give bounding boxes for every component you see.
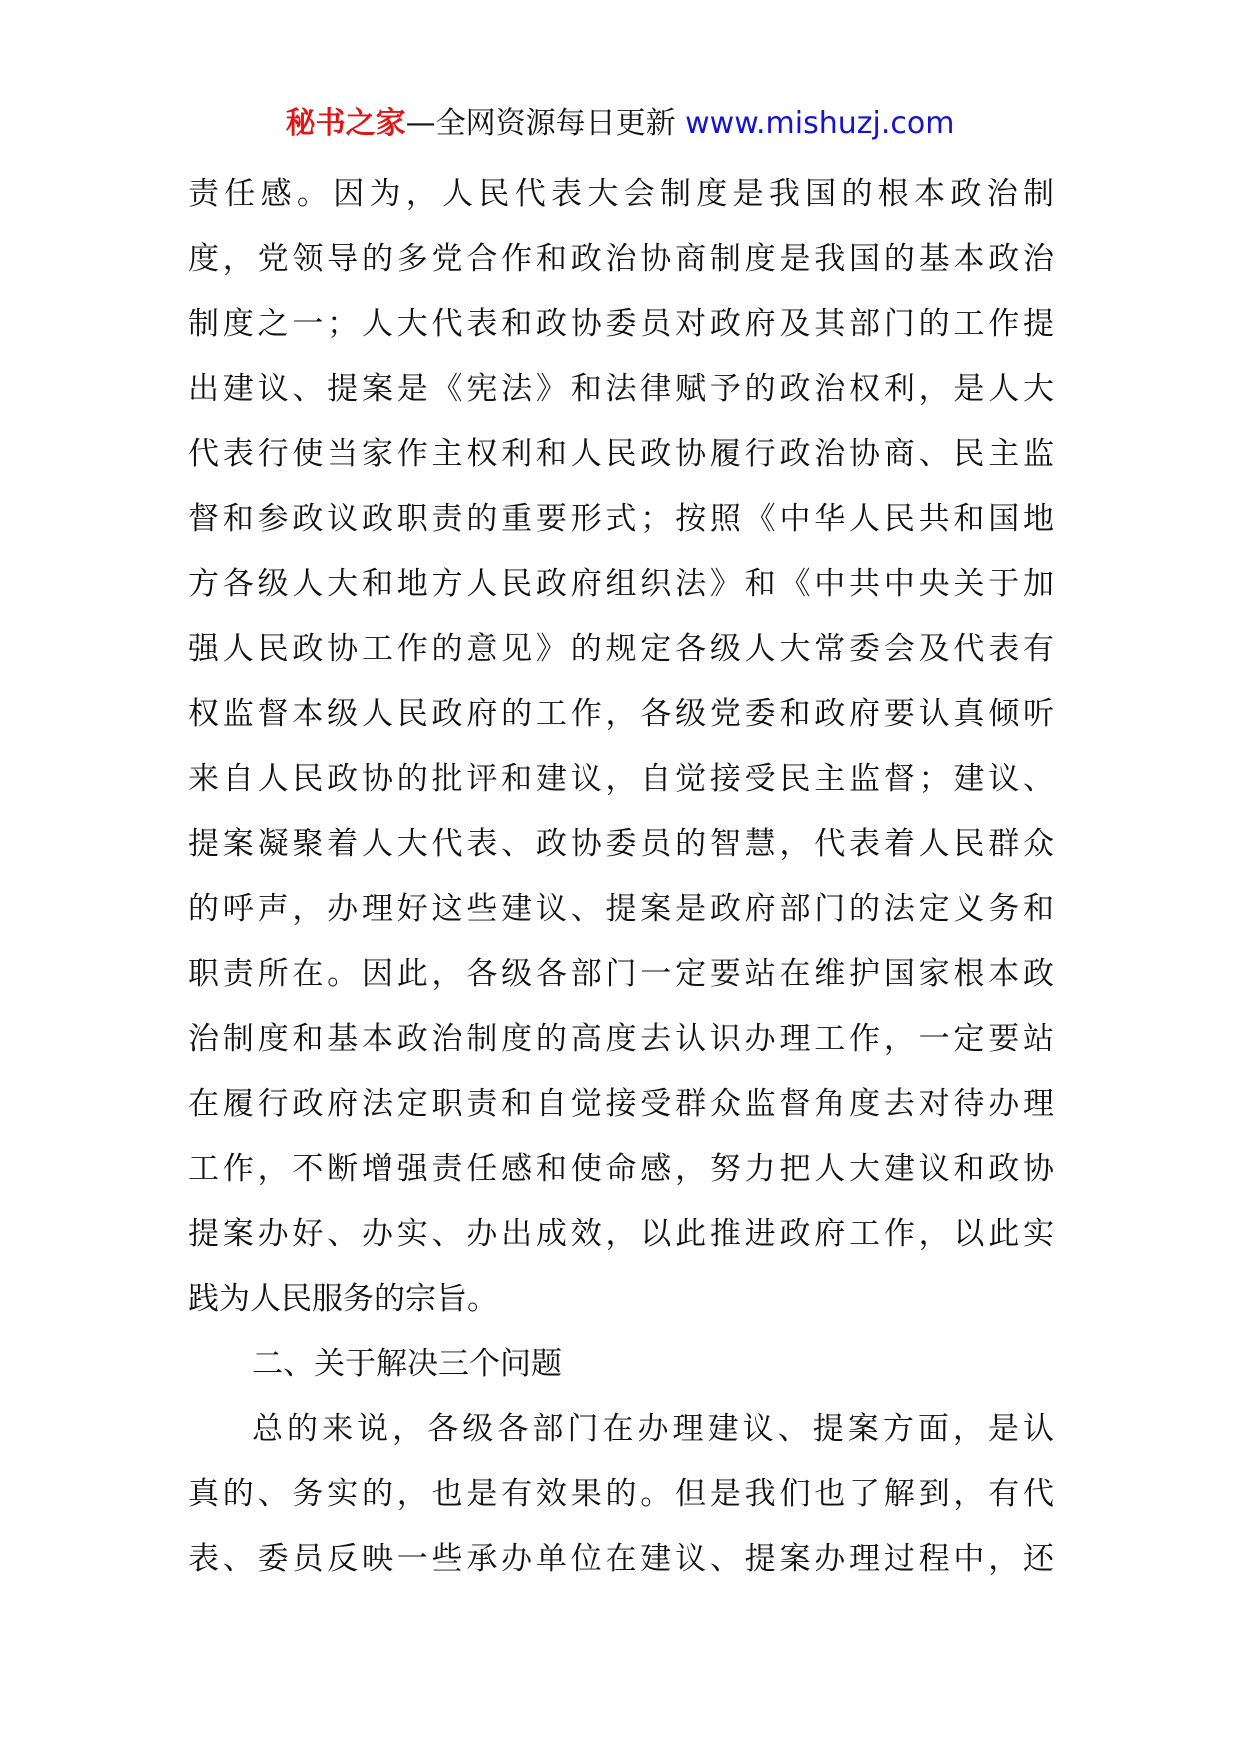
brand-name: 秘书之家 — [285, 106, 406, 141]
text-line: 出建议、提案是《宪法》和法律赋予的政治权利，是人大 — [188, 371, 1054, 407]
site-header — [0, 100, 1240, 148]
text-line: 权监督本级人民政府的工作，各级党委和政府要认真倾听 — [188, 696, 1054, 732]
paragraph-responsibility — [188, 162, 1054, 1332]
text-line: 强人民政协工作的意见》的规定各级人大常委会及代表有 — [188, 631, 1054, 667]
text-line: 责任感。因为，人民代表大会制度是我国的根本政治制 — [188, 176, 1054, 212]
text-line: 工作，不断增强责任感和使命感，努力把人大建议和政协 — [188, 1151, 1054, 1187]
text-line: 的呼声，办理好这些建议、提案是政府部门的法定义务和 — [188, 891, 1054, 927]
text-line: 真的、务实的，也是有效果的。但是我们也了解到，有代 — [188, 1476, 1054, 1512]
text-line: 制度之一；人大代表和政协委员对政府及其部门的工作提 — [188, 306, 1054, 342]
text-line: 职责所在。因此，各级各部门一定要站在维护国家根本政 — [188, 956, 1054, 992]
header-tagline: —全网资源每日更新 — [405, 106, 676, 141]
text-line: 总的来说，各级各部门在办理建议、提案方面，是认 — [252, 1411, 1054, 1447]
text-line: 来自人民政协的批评和建议，自觉接受民主监督；建议、 — [188, 761, 1054, 797]
paragraph-summary — [188, 1397, 1054, 1592]
text-line: 督和参政议政职责的重要形式；按照《中华人民共和国地 — [188, 501, 1054, 537]
document-body — [188, 162, 1054, 1592]
text-line: 表、委员反映一些承办单位在建议、提案办理过程中，还 — [188, 1541, 1054, 1577]
text-line: 方各级人大和地方人民政府组织法》和《中共中央关于加 — [188, 566, 1054, 602]
text-line: 度，党领导的多党合作和政治协商制度是我国的基本政治 — [188, 241, 1054, 277]
site-url-link[interactable]: www.mishuzj.com — [685, 106, 955, 141]
text-line: 代表行使当家作主权利和人民政协履行政治协商、民主监 — [188, 436, 1054, 472]
section-heading: 二、关于解决三个问题 — [252, 1346, 562, 1382]
text-line: 治制度和基本政治制度的高度去认识办理工作，一定要站 — [188, 1021, 1054, 1057]
text-line: 践为人民服务的宗旨。 — [188, 1281, 498, 1317]
text-line: 在履行政府法定职责和自觉接受群众监督角度去对待办理 — [188, 1086, 1054, 1122]
text-line: 提案凝聚着人大代表、政协委员的智慧，代表着人民群众 — [188, 826, 1054, 862]
text-line: 提案办好、办实、办出成效，以此推进政府工作，以此实 — [188, 1216, 1054, 1252]
